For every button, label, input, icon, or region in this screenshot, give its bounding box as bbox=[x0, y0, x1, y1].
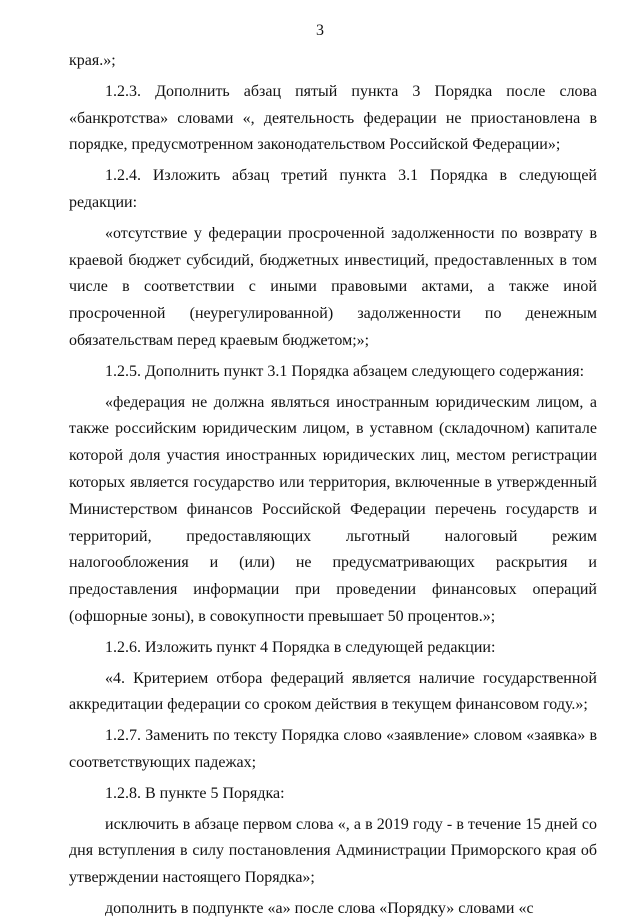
paragraph-quote-debt: «отсутствие у федерации просроченной задолженности по возврату в краевой бюджет субсидий, бюджетных инвестиций, предоставленных в том числе в соответствии с иными правовыми актами, а также иной просроченной (неурегулированной) задолженности по денежным обязательствам перед краевым бюджетом;»; bbox=[69, 224, 597, 349]
paragraph-quote-criteria: «4. Критерием отбора федераций является наличие государственной аккредитации федерации со сроком действия в текущем финансовом году.»; bbox=[69, 669, 597, 714]
paragraph-continuation: края.»; bbox=[69, 52, 116, 69]
paragraph-quote-foreign: «федерация не должна являться иностранным юридическим лицом, а также российским юридическим лицом, в уставном (складочном) капитале которой доля участия иностранных юридических лиц, местом регистрации которых является государство или территория, включенные в утвержденный Министерством финансов Российской Федерации перечень государств и территорий, предоставляющих льготный налоговый режим налогообложения и (или) не предусматривающих раскрытия и предоставления информации при проведении финансовых операций (офшорные зоны), в совокупности превышает 50 процентов.»; bbox=[69, 393, 597, 625]
paragraph-1-2-4: 1.2.4. Изложить абзац третий пункта 3.1 Порядка в следующей редакции: bbox=[69, 167, 597, 211]
document-body bbox=[69, 48, 597, 923]
paragraph-1-2-3: 1.2.3. Дополнить абзац пятый пункта 3 Порядка после слова «банкротства» словами «, деятельность федерации не приостановлена в порядке, предусмотренном законодательством Российской Федерации»; bbox=[69, 82, 597, 154]
paragraph-1-2-7: 1.2.7. Заменить по тексту Порядка слово «заявление» словом «заявка» в соответствующих падежах; bbox=[69, 727, 597, 771]
page-number: 3 bbox=[316, 22, 324, 39]
paragraph-exclude: исключить в абзаце первом слова «, а в 2019 году - в течение 15 дней со дня вступления в силу постановления Администрации Приморского края об утверждении настоящего Порядка»; bbox=[69, 815, 597, 887]
paragraph-1-2-8: 1.2.8. В пункте 5 Порядка: bbox=[105, 784, 285, 802]
paragraph-1-2-6: 1.2.6. Изложить пункт 4 Порядка в следующей редакции: bbox=[105, 638, 496, 656]
paragraph-add: дополнить в подпункте «а» после слова «Порядку» словами «с bbox=[105, 899, 534, 917]
paragraph-1-2-5: 1.2.5. Дополнить пункт 3.1 Порядка абзацем следующего содержания: bbox=[105, 362, 585, 380]
